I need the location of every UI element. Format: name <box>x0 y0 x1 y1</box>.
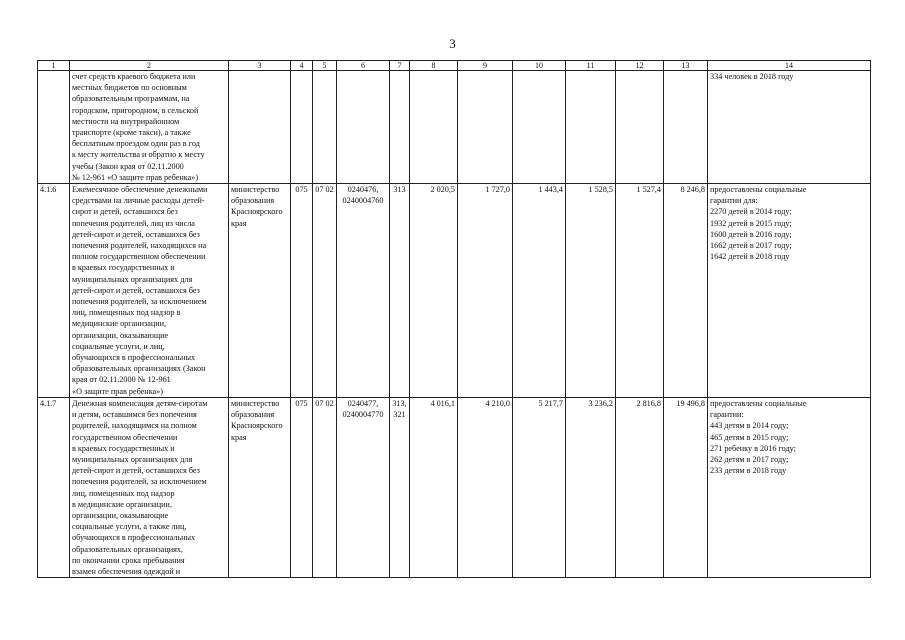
measure-description-line: обучающихся в профессиональных <box>72 533 196 543</box>
row-number: 4.1.6 <box>38 184 70 398</box>
responsible-org <box>229 184 291 398</box>
header-cell-13: 13 <box>664 61 708 71</box>
amount-2016: 1 443,4 <box>513 184 566 398</box>
csr-code-line: 0240476, <box>347 185 379 195</box>
table-row <box>38 71 871 184</box>
header-cell-10: 10 <box>513 61 566 71</box>
responsible-org-line: министерство <box>231 398 280 408</box>
measure-description-line: государственном обеспечении <box>72 432 178 442</box>
amount-2017: 3 236,2 <box>566 397 616 577</box>
amount-2018: 1 527,4 <box>616 184 664 398</box>
grbs-code <box>291 71 313 184</box>
measure-description-line: Ежемесячное обеспечение денежными <box>72 185 208 195</box>
amount-2018 <box>616 71 664 184</box>
amount-2015: 1 727,0 <box>458 184 513 398</box>
responsible-org-line: министерство <box>231 185 280 195</box>
measure-description-line: учебы (Закон края от 02.11.2000 <box>72 161 184 171</box>
vr-code <box>390 397 410 577</box>
grbs-code: 075 <box>291 184 313 398</box>
header-cell-8: 8 <box>410 61 458 71</box>
measure-description-line: в краевых государственных и <box>72 263 175 273</box>
expected-result-line: 1932 детей в 2015 году; <box>710 218 792 228</box>
expected-result-line: 1662 детей в 2017 году; <box>710 241 792 251</box>
csr-code <box>337 397 390 577</box>
expected-result-line: предоставлены социальные <box>710 185 807 195</box>
expected-result-line: 1600 детей в 2016 году; <box>710 229 792 239</box>
measure-description <box>70 184 229 398</box>
header-cell-7: 7 <box>390 61 410 71</box>
amount-total: 8 246,8 <box>664 184 708 398</box>
header-cell-11: 11 <box>566 61 616 71</box>
table-row <box>38 397 871 577</box>
amount-2014: 2 020,5 <box>410 184 458 398</box>
measure-description-line: и детям, оставшимся без попечения <box>72 410 197 420</box>
amount-2014: 4 016,1 <box>410 397 458 577</box>
measure-description-line: медицинские организации, <box>72 319 167 329</box>
measure-description-line: социальные услуги, и лиц, <box>72 341 165 351</box>
measure-description-line: взамен обеспечения одеждой и <box>72 566 181 576</box>
measure-description-line: средствами на личные расходы детей- <box>72 196 205 206</box>
measure-description-line: попечения родителей, лиц из числа <box>72 218 195 228</box>
header-cell-9: 9 <box>458 61 513 71</box>
header-cell-12: 12 <box>616 61 664 71</box>
expected-result-line: 2270 детей в 2014 году; <box>710 207 792 217</box>
responsible-org-line: края <box>231 432 247 442</box>
expected-result-line: 334 человек в 2018 году <box>710 72 794 81</box>
vr-code <box>390 71 410 184</box>
measure-description-line: организации, оказывающие <box>72 330 169 340</box>
amount-2016: 5 217,7 <box>513 397 566 577</box>
measure-description-line: лиц, помещенных под надзор в <box>72 308 181 318</box>
csr-code-line: 0240004760 <box>342 196 384 206</box>
expected-result-line: 233 детям в 2018 году <box>710 466 787 476</box>
header-cell-14: 14 <box>708 61 871 71</box>
measure-description-line: попечения родителей, находящихся на <box>72 241 207 251</box>
rzpr-code <box>313 71 337 184</box>
measure-description-line: детей-сирот и детей, оставшихся без <box>72 466 200 476</box>
header-cell-1: 1 <box>38 61 70 71</box>
measure-description-line: муниципальных организациях для <box>72 454 193 464</box>
measure-description-line: образовательным программам, на <box>72 94 190 104</box>
header-cell-4: 4 <box>291 61 313 71</box>
measure-description-line: № 12-961 «О защите прав ребенка») <box>72 172 199 182</box>
table-row <box>38 184 871 398</box>
measure-description-line: обучающихся в профессиональных <box>72 353 196 363</box>
amount-2014 <box>410 71 458 184</box>
expected-result-line: предоставлены социальные <box>710 398 807 408</box>
rzpr-code: 07 02 <box>313 397 337 577</box>
measure-description-line: края от 02.11.2000 № 12-961 <box>72 375 171 385</box>
expected-result-line: 271 ребенку в 2016 году; <box>710 443 796 453</box>
measure-description-line: счет средств краевого бюджета или <box>72 72 196 81</box>
program-table <box>37 60 871 578</box>
vr-code-line: 313 <box>393 185 406 195</box>
measure-description-line: муниципальных организациях для <box>72 274 193 284</box>
measure-description-line: бесплатным проездом один раз в год <box>72 139 200 149</box>
measure-description-line: сирот и детей, оставшихся без <box>72 207 178 217</box>
responsible-org <box>229 71 291 184</box>
measure-description-line: попечения родителей, за исключением <box>72 477 207 487</box>
page-number: 3 <box>449 36 456 51</box>
amount-2016 <box>513 71 566 184</box>
amount-2017 <box>566 71 616 184</box>
responsible-org-line: образования <box>231 196 275 206</box>
measure-description-line: полном государственном обеспечении <box>72 252 206 262</box>
measure-description-line: детей-сирот и детей, оставшихся без <box>72 285 200 295</box>
responsible-org-line: края <box>231 218 247 228</box>
measure-description-line: образовательных организациях, <box>72 544 183 554</box>
measure-description-line: образовательных организациях (Закон <box>72 364 206 374</box>
expected-result <box>708 184 871 398</box>
amount-2015: 4 210,0 <box>458 397 513 577</box>
expected-result-line: 443 детям в 2014 году; <box>710 421 789 431</box>
csr-code-line: 0240477, <box>347 398 379 408</box>
csr-code-line: 0240004770 <box>342 410 384 420</box>
measure-description-line: «О защите прав ребенка») <box>72 386 163 396</box>
responsible-org-line: Красноярского <box>231 207 283 217</box>
measure-description-line: транспорте (кроме такси), а также <box>72 128 191 138</box>
measure-description-line: к месту жительства и обратно к месту <box>72 150 205 160</box>
measure-description-line: местных бюджетов по основным <box>72 83 187 93</box>
expected-result-line: 465 детям в 2015 году; <box>710 432 789 442</box>
measure-description <box>70 397 229 577</box>
row-number <box>38 71 70 184</box>
vr-code-line: 313, <box>392 398 407 408</box>
expected-result <box>708 397 871 577</box>
measure-description-line: в медицинские организации, <box>72 499 172 509</box>
measure-description-line: местности на внутрирайонном <box>72 116 180 126</box>
header-cell-2: 2 <box>70 61 229 71</box>
vr-code-line: 321 <box>393 410 406 420</box>
csr-code <box>337 71 390 184</box>
measure-description-line: попечения родителей, за исключением <box>72 297 207 307</box>
measure-description-line: родителей, находящимся на полном <box>72 421 197 431</box>
measure-description-line: лиц, помещенных под надзор <box>72 488 175 498</box>
expected-result-line: гарантии для: <box>710 196 758 206</box>
csr-code <box>337 184 390 398</box>
expected-result-line: гарантии: <box>710 410 744 420</box>
measure-description-line: Денежная компенсация детям-сиротам <box>72 398 208 408</box>
amount-2018: 2 816,8 <box>616 397 664 577</box>
responsible-org <box>229 397 291 577</box>
header-cell-5: 5 <box>313 61 337 71</box>
expected-result-line: 1642 детей в 2018 году <box>710 252 790 262</box>
measure-description-line: организации, оказывающие <box>72 510 169 520</box>
vr-code <box>390 184 410 398</box>
header-cell-3: 3 <box>229 61 291 71</box>
header-row <box>38 61 871 71</box>
responsible-org-line: Красноярского <box>231 421 283 431</box>
rzpr-code: 07 02 <box>313 184 337 398</box>
header-cell-6: 6 <box>337 61 390 71</box>
measure-description-line: городском, пригородном, в сельской <box>72 105 199 115</box>
amount-2015 <box>458 71 513 184</box>
amount-total <box>664 71 708 184</box>
measure-description-line: в краевых государственных и <box>72 443 175 453</box>
measure-description-line: детей-сирот и детей, оставшихся без <box>72 229 200 239</box>
grbs-code: 075 <box>291 397 313 577</box>
measure-description-line: социальные услуги, а также лиц, <box>72 522 187 532</box>
measure-description-line: по окончании срока пребывания <box>72 555 185 565</box>
amount-total: 19 496,8 <box>664 397 708 577</box>
measure-description <box>70 71 229 184</box>
expected-result <box>708 71 871 184</box>
expected-result-line: 262 детям в 2017 году; <box>710 454 789 464</box>
responsible-org-line: образования <box>231 410 275 420</box>
row-number: 4.1.7 <box>38 397 70 577</box>
amount-2017: 1 528,5 <box>566 184 616 398</box>
